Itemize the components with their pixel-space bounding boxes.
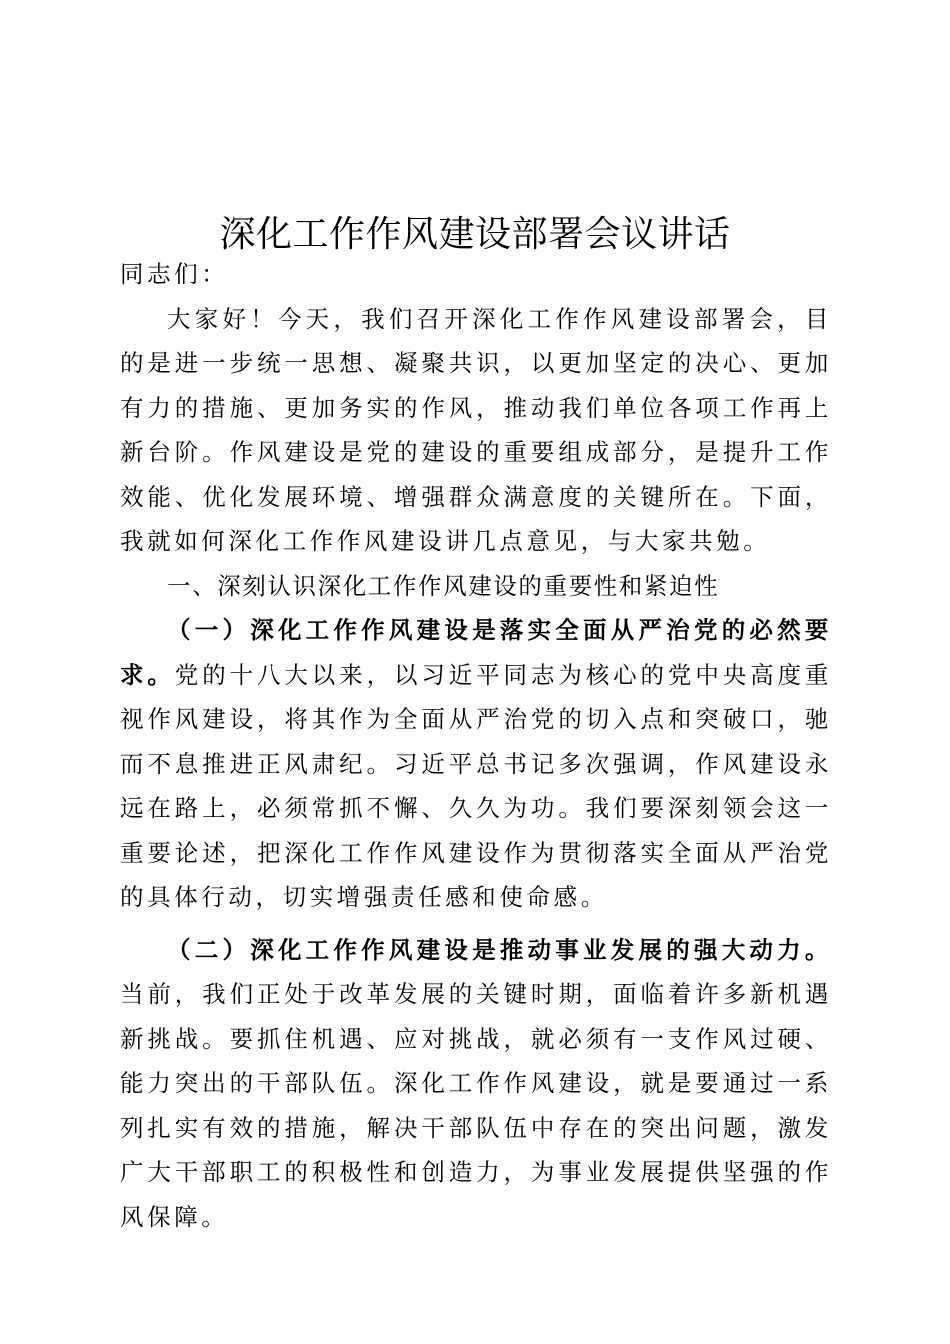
- subsection-2-paragraph: [120, 928, 832, 1240]
- subsection-2-text: 当前，我们正处于改革发展的关键时期，面临着许多新机遇新挑战。要抓住机遇、应对挑战，就必须有一支作风过硬、能力突出的干部队伍。深化工作作风建设，就是要通过一系列扎实有效的措施，解决干部队伍中存在的突出问题，激发广大干部职工的积极性和创造力，为事业发展提供坚强的作风保障。: [120, 980, 832, 1231]
- salutation: 同志们：: [120, 260, 229, 288]
- document-body: [120, 252, 832, 1239]
- section-heading-1: 一、深刻认识深化工作作风建设的重要性和紧迫性: [167, 571, 720, 600]
- subsection-2-heading: （二）深化工作作风建设是推动事业发展的强大动力。: [167, 935, 832, 964]
- document-title: 深化工作作风建设部署会议讲话: [219, 214, 731, 255]
- subsection-1-text: 党的十八大以来，以习近平同志为核心的党中央高度重视作风建设，将其作为全面从严治党的切入点和突破口，驰而不息推进正风肃纪。习近平总书记多次强调，作风建设永远在路上，必须常抓不懈、久久为功。我们要深刻领会这一重要论述，把深化工作作风建设作为贯彻落实全面从严治党的具体行动，切实增强责任感和使命感。: [120, 660, 832, 911]
- subsection-1-heading: （一）深化工作作风建设是落实全面从严治党的必然要求。: [120, 616, 832, 689]
- paragraph-spacer: [120, 920, 832, 928]
- subsection-1-paragraph: [120, 608, 832, 920]
- intro-paragraph: 大家好！今天，我们召开深化工作作风建设部署会，目的是进一步统一思想、凝聚共识，以更加坚定的决心、更加有力的措施、更加务实的作风，推动我们单位各项工作再上新台阶。作风建设是党的建设的重要组成部分，是提升工作效能、优化发展环境、增强群众满意度的关键所在。下面，我就如何深化工作作风建设讲几点意见，与大家共勉。: [120, 304, 832, 555]
